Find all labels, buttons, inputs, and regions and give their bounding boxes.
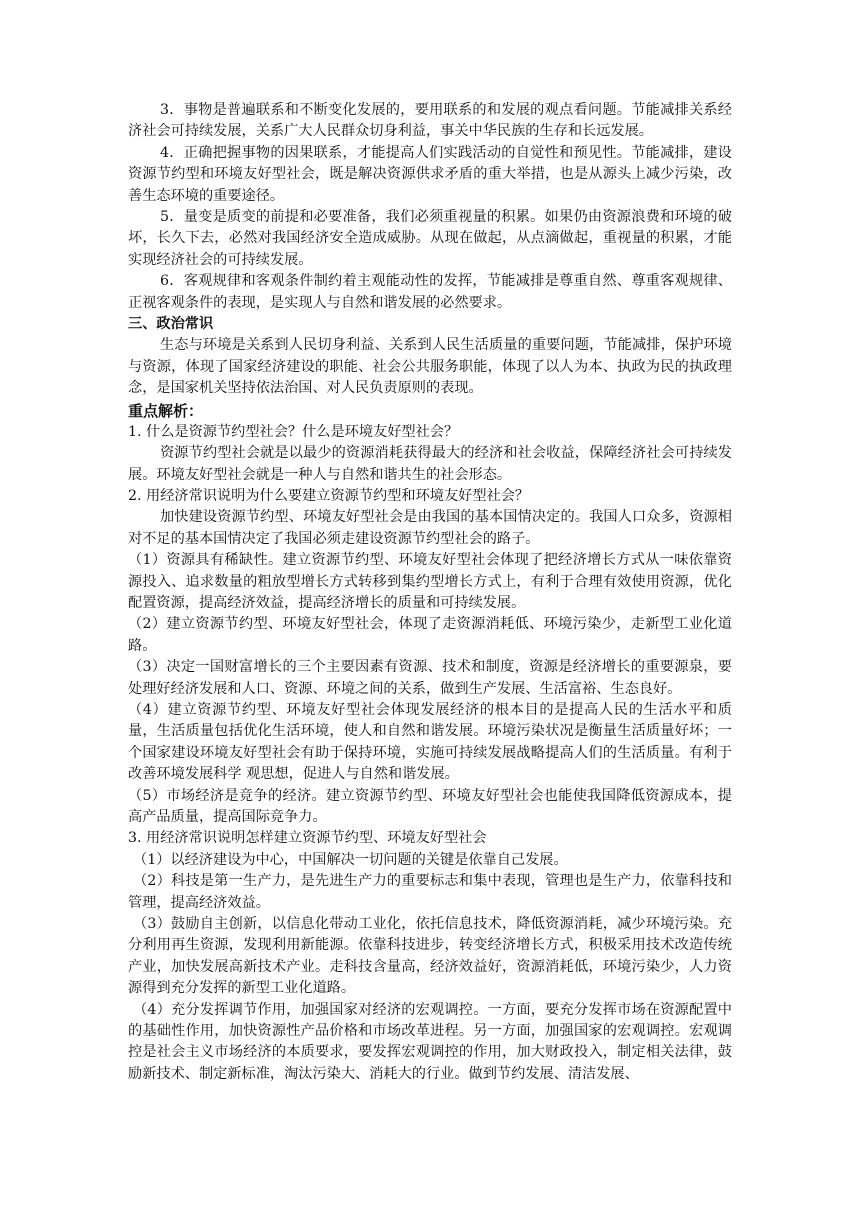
politics-text: 生态与环境是关系到人民切身利益、关系到人民生活质量的重要问题，节能减排，保护环境与资源，体现了国家经济建设的职能、社会公共服务职能，体现了以人为本、执政为民的执政理念，是国家机关坚持依法治国、对人民负责原则的表现。: [128, 337, 732, 397]
philosophy-point-6: 6．客观规律和客观条件制约着主观能动性的发挥，节能减排是尊重自然、尊重客观规律、正视客观条件的表现，是实现人与自然和谐发展的必然要求。: [128, 273, 732, 311]
answer-2-item-3: （3）决定一国财富增长的三个主要因素有资源、技术和制度，资源是经济增长的重要源泉，要处理好经济发展和人口、资源、环境之间的关系，做到生产发展、生活富裕、生态良好。: [128, 659, 732, 697]
answer-2-intro: 加快建设资源节约型、环境友好型社会是由我国的基本国情决定的。我国人口众多，资源相对不足的基本国情决定了我国必须走建设资源节约型社会的路子。: [128, 509, 732, 547]
answer-3-item-2: （2）科技是第一生产力，是先进生产力的重要标志和集中表现，管理也是生产力，依靠科技和管理，提高经济效益。: [128, 873, 732, 911]
politics-heading: 三、政治常识: [128, 316, 214, 333]
answer-3-item-3: （3）鼓励自主创新，以信息化带动工业化，依托信息技术，降低资源消耗，减少环境污染。充分利用再生资源，发现利用新能源。依靠科技进步，转变经济增长方式，积极采用技术改造传统产业，加快发展高新技术产业。走科技含量高，经济效益好，资源消耗低，环境污染少，人力资源得到充分发挥的新型工业化道路。: [128, 916, 732, 997]
answer-3-item-1: （1）以经济建设为中心，中国解决一切问题的关键是依靠自己发展。: [133, 851, 568, 868]
question-3: 3. 用经济常识说明怎样建立资源节约型、环境友好型社会: [128, 830, 487, 847]
philosophy-point-3: 3．事物是普遍联系和不断变化发展的，要用联系的和发展的观点看问题。节能减排关系经济社会可持续发展，关系广大人民群众切身利益，事关中华民族的生存和长远发展。: [128, 102, 732, 140]
answer-2-item-4: （4）建立资源节约型、环境友好型社会体现发展经济的根本目的是提高人民的生活水平和质量，生活质量包括优化生活环境，使人和自然和谐发展。环境污染状况是衡量生活质量好坏；一个国家建设环境友好型社会有助于保持环境，实施可持续发展战略提高人们的生活质量。有利于改善环境发展科学 观思想，促进人与自然和谐发展。: [128, 701, 732, 783]
answer-2-item-5: （5）市场经济是竞争的经济。建立资源节约型、环境友好型社会也能使我国降低资源成本，提高产品质量，提高国际竞争力。: [128, 787, 732, 825]
answer-2-item-2: （2）建立资源节约型、环境友好型社会，体现了走资源消耗低、环境污染少，走新型工业化道路。: [128, 616, 732, 654]
question-1: 1. 什么是资源节约型社会？什么是环境友好型社会？: [128, 423, 459, 440]
answer-2-item-1: （1）资源具有稀缺性。建立资源节约型、环境友好型社会体现了把经济增长方式从一味依靠资源投入、追求数量的粗放型增长方式转移到集约型增长方式上，有利于合理有效使用资源，优化配置资源，提高经济效益，提高经济增长的质量和可持续发展。: [128, 552, 732, 611]
answer-1: 资源节约型社会就是以最少的资源消耗获得最大的经济和社会收益，保障经济社会可持续发展。环境友好型社会就是一种人与自然和谐共生的社会形态。: [128, 445, 732, 483]
answer-3-item-4: （4）充分发挥调节作用，加强国家对经济的宏观调控。一方面，要充分发挥市场在资源配置中的基础性作用，加快资源性产品价格和市场改革进程。另一方面，加强国家的宏观调控。宏观调控是社会主义市场经济的本质要求，要发挥宏观调控的作用，加大财政投入，制定相关法律，鼓励新技术、制定新标准，淘汰污染大、消耗大的行业。做到节约发展、清洁发展、: [128, 1001, 732, 1082]
philosophy-point-5: 5．量变是质变的前提和必要准备，我们必须重视量的积累。如果仍由资源浪费和环境的破坏，长久下去，必然对我国经济安全造成威胁。从现在做起，从点滴做起，重视量的积累，才能实现经济社会的可持续发展。: [128, 209, 732, 268]
document-page: [128, 100, 732, 1085]
question-2: 2. 用经济常识说明为什么要建立资源节约型和环境友好型社会？: [128, 487, 530, 504]
key-analysis-heading: 重点解析：: [128, 401, 204, 420]
philosophy-point-4: 4．正确把握事物的因果联系，才能提高人们实践活动的自觉性和预见性。节能减排，建设资源节约型和环境友好型社会，既是解决资源供求矛盾的重大举措，也是从源头上减少污染，改善生态环境的重要途径。: [128, 144, 732, 204]
